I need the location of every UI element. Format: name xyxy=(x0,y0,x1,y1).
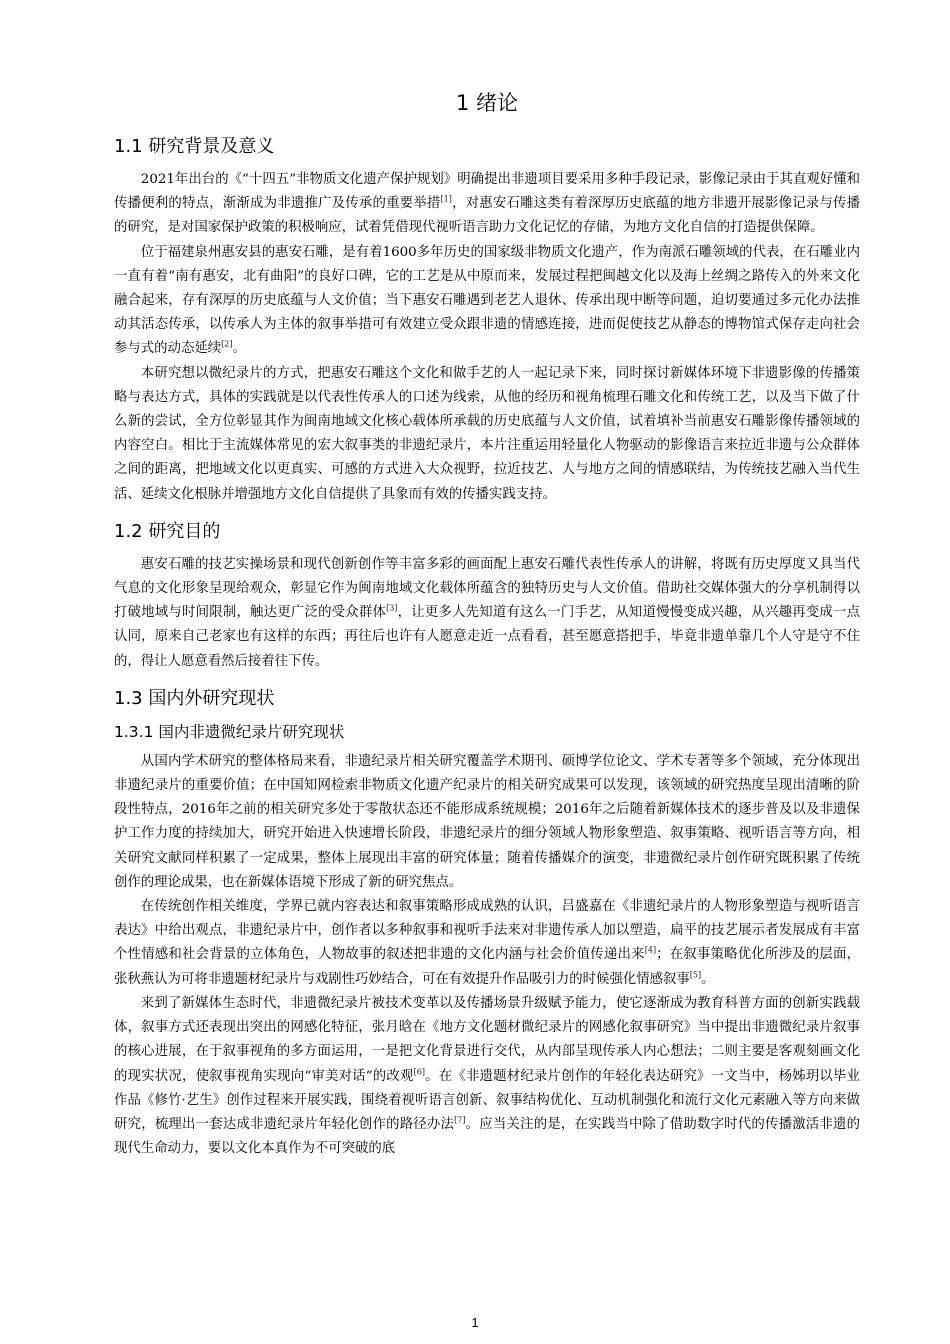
citation-marker: [2] xyxy=(221,339,233,349)
paragraph-text: 2021年出台的《“十四五”非物质文化遗产保护规划》明确提出非遗项目要采用多种手段记录，影像记录由于其直观好懂和传播便利的特点，渐渐成为非遗推广及传承的重要举措 xyxy=(114,172,860,212)
subsection-heading: 1.3.1 国内非遗微纪录片研究现状 xyxy=(114,722,345,741)
chapter-title: 1 绪论 xyxy=(455,91,519,115)
body-paragraph xyxy=(114,992,860,1161)
paragraph-text: 位于福建泉州惠安县的惠安石雕，是有着1600多年历史的国家级非物质文化遗产，作为南派石雕领域的代表，在石雕业内一直有着“南有惠安，北有曲阳”的良好口碑，它的工艺是从中原而来，发展过程把闽越文化以及海上丝绸之路传入的外来文化融合起来，存有深厚的历史底蕴与人文价值；当下惠安石雕遇到老艺人退休、传承出现中断等问题，迫切要通过多元化办法推动其活态传承，以传承人为主体的叙事举措可有效建立受众跟非遗的情感连接，进而促使技艺从静态的博物馆式保存走向社会参与式的动态延续 xyxy=(114,244,860,357)
paragraph-text: 。 xyxy=(232,341,246,357)
paragraph-text: 。 xyxy=(701,971,715,987)
section-heading: 1.3 国内外研究现状 xyxy=(114,687,275,709)
citation-marker: [6] xyxy=(413,1067,425,1077)
paragraph-text: 从国内学术研究的整体格局来看，非遗纪录片相关研究覆盖学术期刊、硕博学位论文、学术专著等多个领域，充分体现出非遗纪录片的重要价值；在中国知网检索非物质文化遗产纪录片的相关研究成果可以发现，该领域的研究热度呈现出清晰的阶段性特点，2016年之前的相关研究多处于零散状态还不能形成系统规模；2016年之后随着新媒体技术的逐步普及以及非遗保护工作力度的持续加大，研究开始进入快速增长阶段，非遗纪录片的细分领域人物形象塑造、叙事策略、视听语言等方向，相关研究文献同样积累了一定成果，整体上展现出丰富的研究体量；随着传播媒介的演变，非遗微纪录片创作研究既积累了传统创作的理论成果，也在新媒体语境下形成了新的研究焦点。 xyxy=(114,753,860,890)
paragraph-text: 本研究想以微纪录片的方式，把惠安石雕这个文化和做手艺的人一起记录下来，同时探讨新媒体环境下非遗影像的传播策略与表达方式，具体的实践就是以代表性传承人的口述为线索，从他的经历和视角梳理石雕文化和传统工艺，以及当下做了什么新的尝试，全方位彰显其作为闽南地域文化核心载体所承载的历史底蕴与人文价值，试着填补当前惠安石雕影像传播领域的内容空白。相比于主流媒体常见的宏大叙事类的非遗纪录片，本片注重运用轻量化人物驱动的影像语言来拉近非遗与公众群体之间的距离，把地域文化以更真实、可感的方式进入大众视野，拉近技艺、人与地方之间的情感联结，为传统技艺融入当代生活、延续文化根脉并增强地方文化自信提供了具象而有效的传播实践支持。 xyxy=(114,365,860,502)
paragraph-text: ，让更多人先知道有这么一门手艺，从知道慢慢变成兴趣，从兴趣再变成一点认同，原来自己老家也有这样的东西；再往后也许有人愿意走近一点看看，甚至愿意搭把手，毕竟非遗单靠几个人守是守不住的，得让人愿意看然后接着往下传。 xyxy=(114,605,860,669)
citation-marker: [1] xyxy=(440,194,452,204)
section-heading: 1.2 研究目的 xyxy=(114,520,221,542)
body-paragraph xyxy=(114,895,860,992)
paragraph-text: 。应当关注的是，在实践当中除了借助数字时代的传播激活非遗的现代生命动力，要以文化本真作为不可突破的底 xyxy=(114,1116,861,1157)
paragraph-text: 在传统创作相关维度，学界已就内容表达和叙事策略形成成熟的认识，吕盛嘉在《非遗纪录片的人物形象塑造与视听语言表达》中给出观点，非遗纪录片中，创作者以多种叙事和视听手法来对非遗传承人加以塑造，扁平的技艺展示者发展成有丰富个性情感和社会背景的立体角色，人物故事的叙述把非遗的文化内涵与社会价值传递出来 xyxy=(114,899,860,963)
page-number: 1 xyxy=(471,1315,479,1330)
citation-marker: [5] xyxy=(689,970,702,980)
paragraph-text: ，对惠安石雕这类有着深厚历史底蕴的地方非遗开展影像记录与传播的研究，是对国家保护政策的积极响应，试着凭借现代视听语言助力文化记忆的存储，为地方文化自信的打造提供保障。 xyxy=(114,196,860,236)
body-paragraph xyxy=(114,362,860,507)
body-paragraph xyxy=(114,168,860,241)
page-content xyxy=(114,88,860,1161)
paragraph-text: 惠安石雕的技艺实操场景和现代创新创作等丰富多彩的画面配上惠安石雕代表性传承人的讲解，将既有历史厚度又具当代气息的文化形象呈现给观众，彰显它作为闽南地域文化载体所蕴含的独特历史与人文价值。借助社交媒体强大的分享机制得以打破地域与时间限制，触达更广泛的受众群体 xyxy=(114,556,860,621)
citation-marker: [7] xyxy=(454,1115,466,1125)
section-heading: 1.1 研究背景及意义 xyxy=(114,136,275,157)
citation-marker: [4] xyxy=(644,946,657,956)
paragraph-text: 。在《非遗题材纪录片创作的年轻化表达研究》一文当中，杨姊玥以毕业作品《修竹·艺生》创作过程来开展实践，围绕着视听语言创新、叙事结构优化、互动机制强化和流行文化元素融入等方向来做研究，梳理出一套达成非遗纪录片年轻化创作的路径办法 xyxy=(114,1068,860,1132)
body-paragraph xyxy=(114,750,860,895)
body-paragraph xyxy=(114,553,860,674)
paragraph-text: 来到了新媒体生态时代，非遗微纪录片被技术变革以及传播场景升级赋予能力，使它逐渐成为教育科普方面的创新实践载体，叙事方式还表现出突出的网感化特征，张月晗在《地方文化题材微纪录片的网感化叙事研究》当中提出非遗微纪录片叙事的核心进展，在于叙事视角的多方面运用，一是把文化背景进行交代，从内部呈现传承人内心想法；二则主要是客观刻画文化的现实状况，使叙事视角实现向“审美对话”的改观 xyxy=(114,995,860,1084)
paragraph-text: ；在叙事策略优化所涉及的层面，张秋燕认为可将非遗题材纪录片与戏剧性巧妙结合，可在有效提升作品吸引力的时候强化情感叙事 xyxy=(114,947,861,987)
body-paragraph xyxy=(114,241,860,362)
citation-marker: [3] xyxy=(386,603,398,613)
